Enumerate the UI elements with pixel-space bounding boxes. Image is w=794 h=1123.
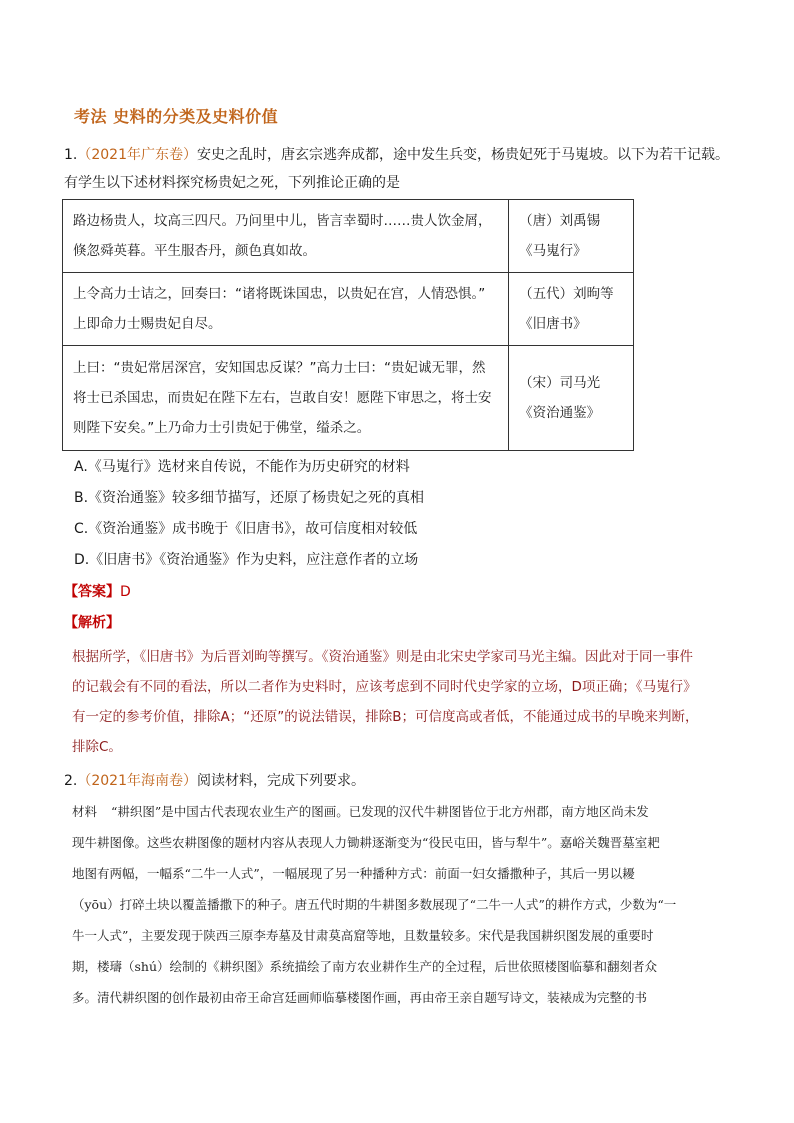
table-cell-source: （宋）司马光 《资治通鉴》	[509, 346, 634, 451]
q1-stem-line1	[64, 145, 729, 165]
option-d: D.《旧唐书》《资治通鉴》作为史料，应注意作者的立场	[74, 552, 419, 568]
answer-label: 【答案】	[64, 584, 120, 600]
answer-line	[64, 581, 131, 601]
q2-stem	[64, 770, 365, 790]
table-cell-text: 路边杨贵人，坟高三四尺。乃问里中儿，皆言幸蜀时……贵人饮金屑， 倏忽舜英暮。平生服杏丹，颜色真如故。	[63, 200, 509, 273]
q2-material: 材料 “耕织图”是中国古代表现农业生产的图画。已发现的汉代牛耕图皆位于北方州郡，南方地区尚未发 现牛耕图像。这些农耕图像的题材内容从表现人力锄耕逐渐变为“役民屯田，皆与犁牛”。嘉峪关魏晋墓室耙 地图有两幅，一幅系“二牛一人式”，一幅展现了另一种播种方式：前面一妇女播撒种子，其后一男以耰 （yōu）打碎土块以覆盖播撒下的种子。唐五代时期的牛耕图多数展现了“二牛一人式”的耕作方式，少数为“一 牛一人式”，主要发现于陕西三原李寿墓及甘肃莫高窟等地，且数量较多。宋代是我国耕织图发展的重要时 期，楼璹（shú）绘制的《耕织图》系统描绘了南方农业耕作生产的全过程，后世依照楼图临摹和翻刻者众 多。清代耕织图的创作最初由帝王命宫廷画师临摹楼图作画，再由帝王亲自题写诗文，装裱成为完整的书	[72, 804, 677, 1005]
table-row	[63, 346, 634, 451]
table-cell-text: 上令高力士诘之，回奏曰：“诸将既诛国忠，以贵妃在宫，人情恐惧。” 上即命力士赐贵妃自尽。	[63, 273, 509, 346]
option-a: A.《马嵬行》选材来自传说，不能作为历史研究的材料	[74, 459, 410, 475]
table-cell-text: 上曰：“贵妃常居深宫，安知国忠反谋？”高力士曰：“贵妃诚无罪，然 将士已杀国忠，而贵妃在陛下左右，岂敢自安！愿陛下审思之，将士安 则陛下安矣。”上乃命力士引贵妃于佛堂，缢杀之。	[63, 346, 509, 451]
q1-stem-line2: 有学生以下述材料探究杨贵妃之死，下列推论正确的是	[64, 175, 400, 191]
q1-source: （2021年广东卷）	[77, 147, 197, 163]
table-row	[63, 200, 634, 273]
q2-prompt: 阅读材料，完成下列要求。	[197, 773, 365, 789]
analysis-label: 【解析】	[64, 615, 120, 631]
q2-source: （2021年海南卷）	[77, 773, 197, 789]
table-cell-source: （唐）刘禹锡 《马嵬行》	[509, 200, 634, 273]
option-b: B.《资治通鉴》较多细节描写，还原了杨贵妃之死的真相	[74, 490, 425, 506]
analysis-text: 根据所学，《旧唐书》为后晋刘昫等撰写。《资治通鉴》则是由北宋史学家司马光主编。因此对于同一事件 的记载会有不同的看法，所以二者作为史料时，应该考虑到不同时代史学家的立场，D项正确；《马嵬行》 有一定的参考价值，排除A；“还原”的说法错误，排除B；可信度高或者低，不能通过成书的早晚来判断， 排除C。	[72, 649, 699, 755]
option-c: C.《资治通鉴》成书晚于《旧唐书》，故可信度相对较低	[74, 521, 418, 537]
table-row	[63, 273, 634, 346]
q2-number: 2.	[64, 773, 78, 789]
table-cell-source: （五代）刘昫等 《旧唐书》	[509, 273, 634, 346]
answer-value: D	[120, 584, 131, 600]
q1-text-line1: 安史之乱时，唐玄宗逃奔成都，途中发生兵变，杨贵妃死于马嵬坡。以下为若干记载。	[197, 147, 729, 163]
q1-material-table	[62, 199, 634, 451]
q1-number: 1.	[64, 147, 78, 163]
material-label: 材料	[72, 804, 98, 819]
section-heading: 考法 史料的分类及史料价值	[74, 107, 279, 126]
